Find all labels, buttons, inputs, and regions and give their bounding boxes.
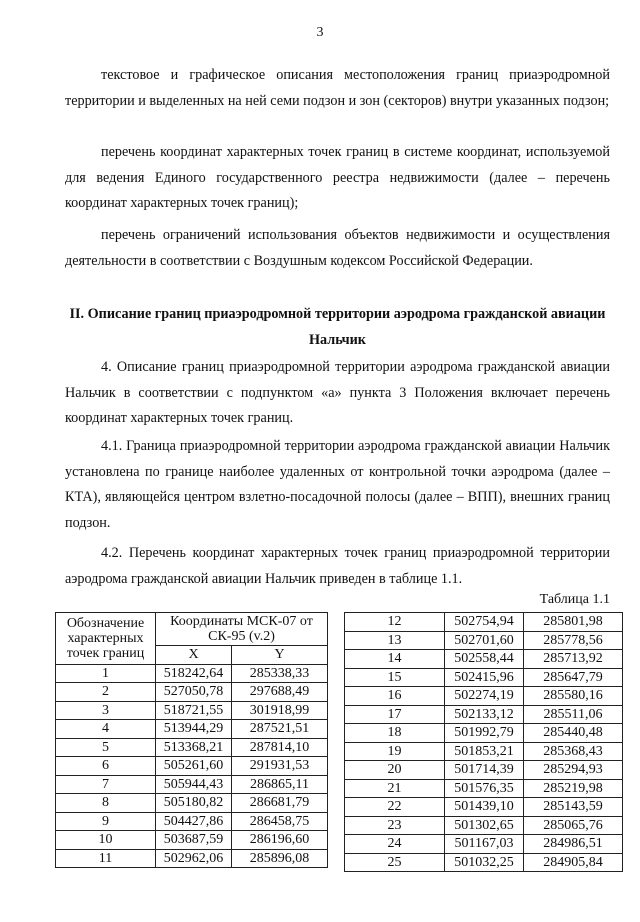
y-coordinate: 285801,98: [524, 613, 623, 632]
table-row: [345, 724, 623, 743]
y-coordinate: 291931,53: [232, 757, 328, 776]
point-number: 8: [56, 794, 156, 813]
point-number: 21: [345, 779, 445, 798]
x-coordinate: 518721,55: [156, 701, 232, 720]
table-row: [56, 664, 328, 683]
point-number: 25: [345, 853, 445, 872]
point-number: 13: [345, 631, 445, 650]
y-coordinate: 297688,49: [232, 683, 328, 702]
y-coordinate: 285368,43: [524, 742, 623, 761]
x-coordinate: 502274,19: [445, 687, 524, 706]
point-number: 24: [345, 835, 445, 854]
y-coordinate: 285294,93: [524, 761, 623, 780]
x-coordinate: 505180,82: [156, 794, 232, 813]
point-number: 17: [345, 705, 445, 724]
point-number: 11: [56, 849, 156, 868]
y-coordinate: 285219,98: [524, 779, 623, 798]
x-coordinate: 501576,35: [445, 779, 524, 798]
table-row: [345, 853, 623, 872]
paragraph-coordinates-list: перечень координат характерных точек границ в системе координат, используемой для ведения Единого государственного реестра недвижимости (далее – перечень координат характерных точек границ);: [65, 144, 610, 211]
table-row: [56, 701, 328, 720]
header-y: Y: [232, 646, 328, 665]
y-coordinate: 285713,92: [524, 650, 623, 669]
x-coordinate: 502701,60: [445, 631, 524, 650]
point-number: 18: [345, 724, 445, 743]
header-point: Обозначение характерных точек границ: [56, 613, 156, 665]
paragraph-4: 4. Описание границ приаэродромной территории аэродрома гражданской авиации Нальчик в соответствии с подпунктом «а» пункта 3 Положения включает перечень координат характерных точек границ.: [65, 359, 610, 426]
point-number: 3: [56, 701, 156, 720]
x-coordinate: 503687,59: [156, 831, 232, 850]
coordinates-table-right: [344, 612, 623, 872]
point-number: 20: [345, 761, 445, 780]
table-row: [56, 757, 328, 776]
table-row: [56, 831, 328, 850]
table-row: [56, 812, 328, 831]
y-coordinate: 286458,75: [232, 812, 328, 831]
table-row: [345, 798, 623, 817]
x-coordinate: 502558,44: [445, 650, 524, 669]
y-coordinate: 287814,10: [232, 738, 328, 757]
y-coordinate: 285580,16: [524, 687, 623, 706]
x-coordinate: 501032,25: [445, 853, 524, 872]
y-coordinate: 285778,56: [524, 631, 623, 650]
paragraph-4-1: 4.1. Граница приаэродромной территории аэродрома гражданской авиации Нальчик установлена по границе наиболее удаленных от контрольной точки аэродрома (далее – КТА), являющейся центром взлетно-посадочной полосы (далее – ВПП), внешних границ подзон.: [65, 438, 610, 531]
table-row: [56, 720, 328, 739]
table-row: [345, 613, 623, 632]
section-heading: II. Описание границ приаэродромной территории аэродрома гражданской авиации Нальчик: [69, 306, 606, 348]
point-number: 16: [345, 687, 445, 706]
x-coordinate: 504427,86: [156, 812, 232, 831]
x-coordinate: 513944,29: [156, 720, 232, 739]
x-coordinate: 502962,06: [156, 849, 232, 868]
y-coordinate: 285896,08: [232, 849, 328, 868]
y-coordinate: 284905,84: [524, 853, 623, 872]
y-coordinate: 284986,51: [524, 835, 623, 854]
point-number: 9: [56, 812, 156, 831]
point-number: 10: [56, 831, 156, 850]
x-coordinate: 502133,12: [445, 705, 524, 724]
paragraph-restrictions: перечень ограничений использования объектов недвижимости и осуществления деятельности в соответствии с Воздушным кодексом Российской Федерации.: [65, 227, 610, 269]
table-row: [345, 650, 623, 669]
x-coordinate: 501992,79: [445, 724, 524, 743]
point-number: 1: [56, 664, 156, 683]
point-number: 22: [345, 798, 445, 817]
x-coordinate: 505944,43: [156, 775, 232, 794]
y-coordinate: 285647,79: [524, 668, 623, 687]
y-coordinate: 301918,99: [232, 701, 328, 720]
table-row: [345, 705, 623, 724]
point-number: 4: [56, 720, 156, 739]
y-coordinate: 285440,48: [524, 724, 623, 743]
header-x: X: [156, 646, 232, 665]
table-row: [56, 738, 328, 757]
y-coordinate: 285143,59: [524, 798, 623, 817]
x-coordinate: 501167,03: [445, 835, 524, 854]
table-row: [345, 668, 623, 687]
coordinates-table-left: [55, 612, 328, 868]
table-row: [56, 775, 328, 794]
table-caption: Таблица 1.1: [539, 592, 610, 607]
point-number: 5: [56, 738, 156, 757]
table-row: [345, 631, 623, 650]
point-number: 7: [56, 775, 156, 794]
table-row: [345, 687, 623, 706]
x-coordinate: 501853,21: [445, 742, 524, 761]
y-coordinate: 285338,33: [232, 664, 328, 683]
header-coordinates: Координаты МСК-07 от СК-95 (v.2): [156, 613, 328, 646]
y-coordinate: 286681,79: [232, 794, 328, 813]
paragraph-description: текстовое и графическое описания местоположения границ приаэродромной территории и выделенных на ней семи подзон и зон (секторов) внутри указанных подзон;: [65, 67, 610, 109]
point-number: 6: [56, 757, 156, 776]
page-number: 3: [316, 25, 324, 40]
point-number: 14: [345, 650, 445, 669]
point-number: 2: [56, 683, 156, 702]
x-coordinate: 527050,78: [156, 683, 232, 702]
y-coordinate: 287521,51: [232, 720, 328, 739]
x-coordinate: 501302,65: [445, 816, 524, 835]
x-coordinate: 501714,39: [445, 761, 524, 780]
table-row: [345, 779, 623, 798]
x-coordinate: 502415,96: [445, 668, 524, 687]
table-row: [56, 683, 328, 702]
point-number: 15: [345, 668, 445, 687]
table-row: [56, 794, 328, 813]
table-header-row: [56, 613, 328, 646]
table-row: [56, 849, 328, 868]
y-coordinate: 286196,60: [232, 831, 328, 850]
point-number: 19: [345, 742, 445, 761]
table-row: [345, 835, 623, 854]
point-number: 23: [345, 816, 445, 835]
point-number: 12: [345, 613, 445, 632]
table-row: [345, 761, 623, 780]
x-coordinate: 505261,60: [156, 757, 232, 776]
table-row: [345, 816, 623, 835]
y-coordinate: 286865,11: [232, 775, 328, 794]
y-coordinate: 285065,76: [524, 816, 623, 835]
x-coordinate: 501439,10: [445, 798, 524, 817]
x-coordinate: 502754,94: [445, 613, 524, 632]
table-row: [345, 742, 623, 761]
x-coordinate: 518242,64: [156, 664, 232, 683]
x-coordinate: 513368,21: [156, 738, 232, 757]
y-coordinate: 285511,06: [524, 705, 623, 724]
paragraph-4-2: 4.2. Перечень координат характерных точек границ приаэродромной территории аэродрома гражданской авиации Нальчик приведен в таблице 1.1.: [65, 545, 610, 587]
